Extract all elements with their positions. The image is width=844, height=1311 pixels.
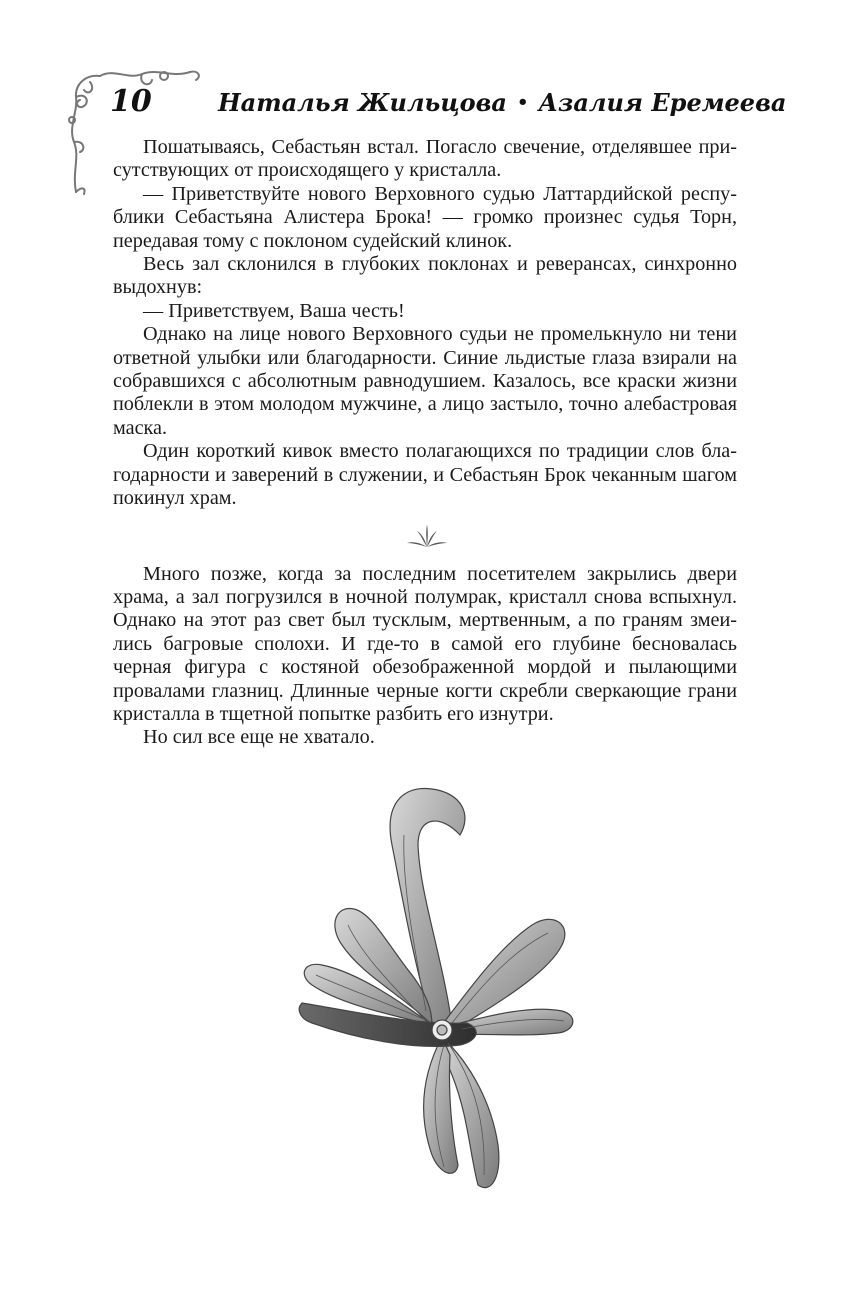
paragraph: Но сил все еще не хватало.	[143, 726, 375, 749]
paragraph: Пошатываясь, Себастьян встал. Погасло свечение, отделявшее присутствующих от происходящего у кристалла.	[113, 136, 737, 182]
header-separator: •	[516, 92, 529, 113]
paragraph: — Приветствуем, Ваша честь!	[143, 299, 405, 322]
paragraph: Много позже, когда за последним посетителем закрылись двери храма, а зал погрузился в ночной полумрак, кристалл снова вспыхнул. Однако на этот раз свет был тусклым, мертвенным, а по граням змеились багровые сполохи. И где-то в самой его глубине бесновалась черная фигура с костяной обезображенной мордой и пылающими провалами глазниц. Длинные черные когти скребли сверкающие грани кристалла в тщетной попытке разбить его изнутри.	[113, 562, 737, 725]
paragraph: Весь зал склонился в глубоких поклонах и реверансах, синхронно выдохнув:	[113, 253, 737, 299]
running-head	[218, 88, 787, 117]
author-name-1: Наталья Жильцова	[218, 88, 507, 117]
body-text	[113, 136, 737, 750]
section-break-ornament-icon	[405, 523, 449, 549]
feather-hat-illustration	[292, 775, 582, 1200]
paragraph: Однако на лице нового Верховного судьи не промелькнуло ни тени ответной улыбки или благодарности. Синие льдистые глаза взирали на собравшихся с абсолютным равнодушием. Казалось, все краски жизни поблекли в этом молодом мужчине, а лицо застыло, точно алебастровая маска.	[113, 323, 737, 439]
paragraph: Один короткий кивок вместо полагающихся по традиции слов благодарности и заверений в служении, и Себастьян Брок чеканным шагом покинул храм.	[113, 440, 737, 510]
paragraph: — Приветствуйте нового Верховного судью Латтардийской республики Себастьяна Алистера Брока! — громко произнес судья Торн, передавая тому с поклоном судейский клинок.	[113, 182, 737, 252]
section-break	[113, 511, 737, 563]
page-number: 10	[110, 84, 152, 119]
author-name-2: Азалия Еремеева	[538, 88, 787, 117]
